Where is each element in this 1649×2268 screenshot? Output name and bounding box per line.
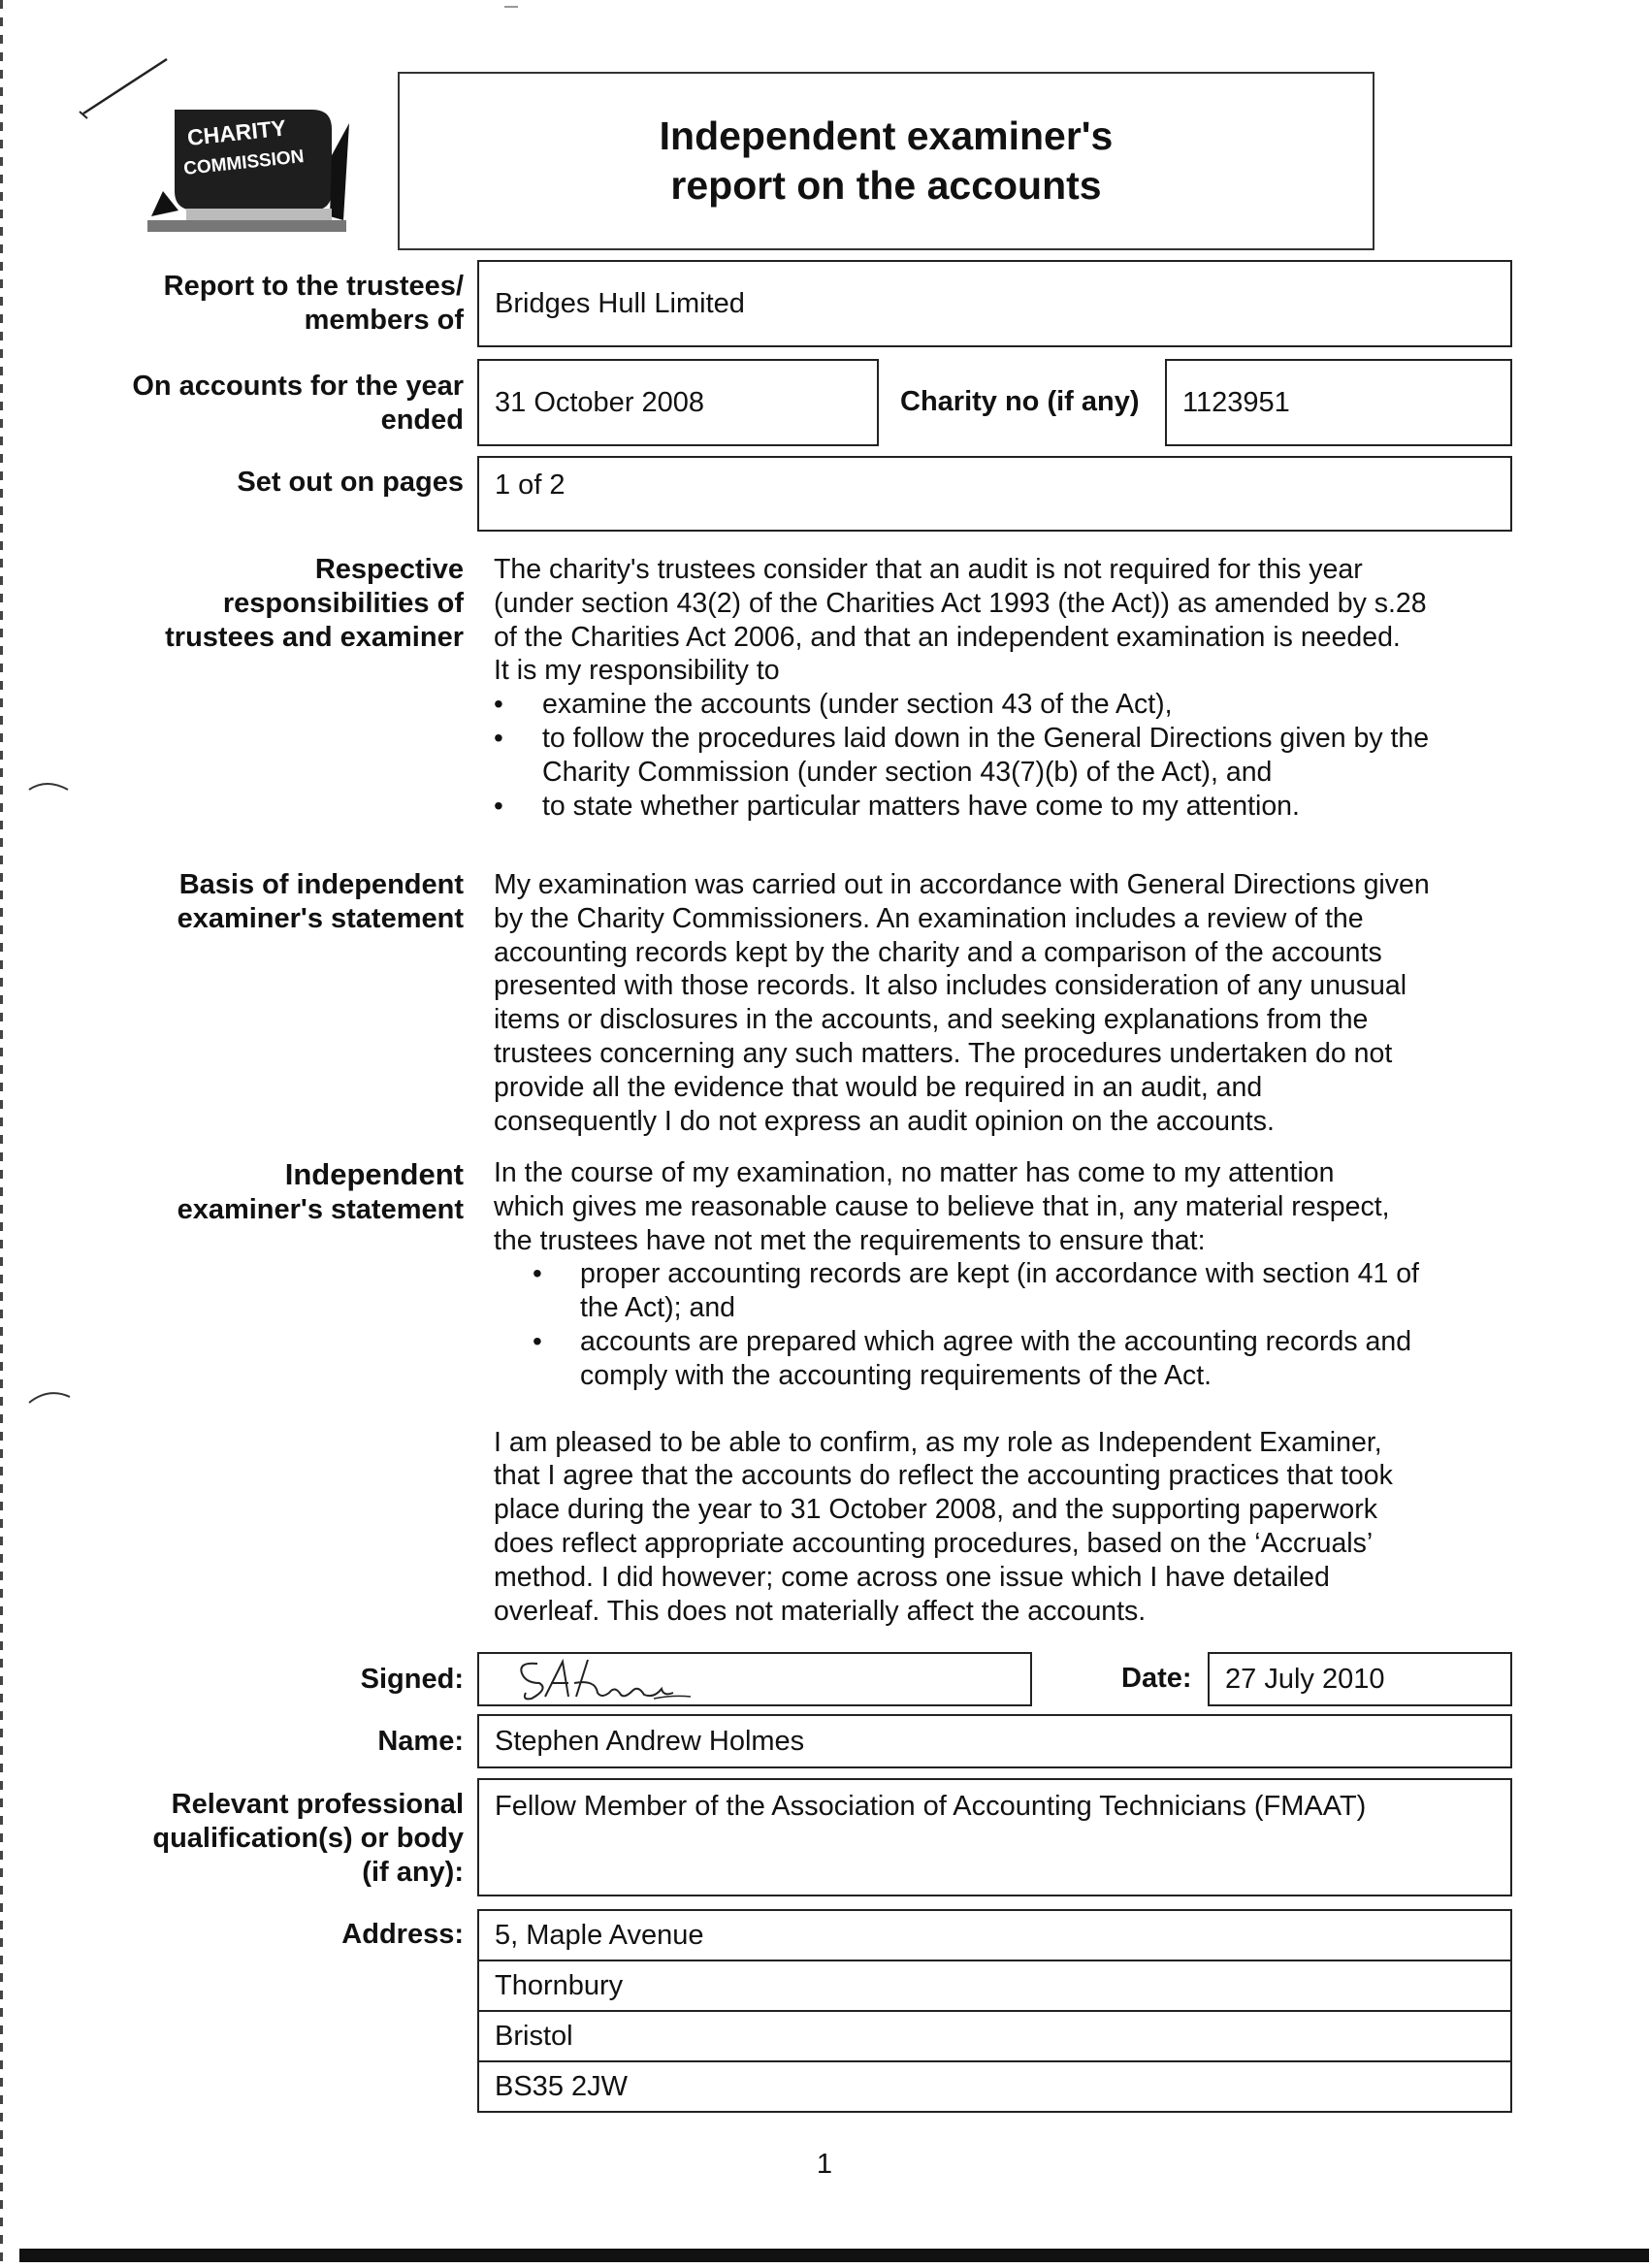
address-label: Address: bbox=[341, 1919, 464, 1950]
name-field: Stephen Andrew Holmes bbox=[477, 1714, 1512, 1768]
list-item: • to follow the procedures laid down in the General Directions given by the Charity Commission (under section 43(7)(b) of the Act), and bbox=[494, 722, 1430, 788]
pen-mark bbox=[27, 1385, 76, 1414]
signature-field bbox=[477, 1652, 1032, 1706]
charity-no-field: 1123951 bbox=[1165, 359, 1512, 446]
charity-no-label: Charity no (if any) bbox=[900, 386, 1140, 417]
responsibilities-bullet-list bbox=[494, 688, 1512, 823]
scan-edge-left bbox=[0, 0, 3, 2268]
year-ended-label: On accounts for the year ended bbox=[132, 371, 464, 436]
address-line-1: 5, Maple Avenue bbox=[477, 1909, 1512, 1961]
pen-mark bbox=[27, 776, 76, 805]
basis-label: Basis of independent examiner's statement bbox=[177, 869, 464, 934]
statement-bullet-list bbox=[494, 1257, 1512, 1392]
signed-label: Signed: bbox=[360, 1664, 464, 1695]
address-line-3: Bristol bbox=[477, 2010, 1512, 2062]
pages-label: Set out on pages bbox=[237, 467, 464, 498]
list-item: • proper accounting records are kept (in accordance with section 41 of the Act); and bbox=[533, 1258, 1419, 1324]
qualification-label: Relevant professional qualification(s) or body (if any): bbox=[152, 1789, 464, 1888]
date-label: Date: bbox=[1121, 1663, 1192, 1694]
address-line-4: BS35 2JW bbox=[477, 2060, 1512, 2113]
svg-text:COMMISSION: COMMISSION bbox=[182, 146, 306, 179]
report-to-field: Bridges Hull Limited bbox=[477, 260, 1512, 347]
year-ended-field: 31 October 2008 bbox=[477, 359, 879, 446]
statement-text: In the course of my examination, no matter has come to my attention which gives me reasonable cause to believe that in, any material respect, the trustees have not met the requirements to ensure that: • proper accounting records are kept (in accordance with section 41 of the Act); and • accounts are prepared which agree with the accounting records and comply with the accounting requirements of the Act. I am pleased to be able to confirm, as my role as Independent Examiner, that I agree that the accounts do reflect the accounting practices that took place during the year to 31 October 2008, and the supporting paperwork does reflect appropriate accounting procedures, based on the ‘Accruals’ method. I did however; come across one issue which I have detailed overleaf. This does not materially affect the accounts. bbox=[494, 1156, 1512, 1628]
address-line-2: Thornbury bbox=[477, 1960, 1512, 2012]
responsibilities-label: Respective responsibilities of trustees and examiner bbox=[165, 554, 464, 653]
name-label: Name: bbox=[377, 1726, 464, 1757]
report-title-line-2: report on the accounts bbox=[670, 163, 1102, 208]
responsibilities-text: The charity's trustees consider that an audit is not required for this year (under section 43(2) of the Charities Act 1993 (the Act)) as amended by s.28 of the Charities Act 2006, and that an independent examination is needed. It is my responsibility to • examine the accounts (under section 43 of the Act), • to follow the procedures laid down in the General Directions given by the Charity Commission (under section 43(7)(b) of the Act), and • to state whether particular matters have come to my attention. bbox=[494, 553, 1512, 823]
date-field: 27 July 2010 bbox=[1208, 1652, 1512, 1706]
basis-text: My examination was carried out in accordance with General Directions given by the Charity Commissioners. An examination includes a review of the accounting records kept by the charity and a comparison of the accounts presented with those records. It also includes consideration of any unusual items or disclosures in the accounts, and seeking explanations from the trustees concerning any such matters. The procedures undertaken do not provide all the evidence that would be required in an audit, and consequently I do not express an audit opinion on the accounts. bbox=[494, 869, 1430, 1137]
report-title-box bbox=[398, 72, 1374, 250]
svg-text:CHARITY: CHARITY bbox=[185, 114, 288, 150]
scan-mark bbox=[504, 6, 518, 8]
list-item: • examine the accounts (under section 43 of the Act), bbox=[494, 689, 1173, 721]
qualification-field: Fellow Member of the Association of Accounting Technicians (FMAAT) bbox=[477, 1778, 1512, 1896]
pages-field: 1 of 2 bbox=[477, 456, 1512, 532]
list-item: • accounts are prepared which agree with the accounting records and comply with the accounting requirements of the Act. bbox=[533, 1325, 1412, 1391]
scan-edge-bottom bbox=[19, 2249, 1649, 2262]
list-item: • to state whether particular matters have come to my attention. bbox=[494, 790, 1300, 822]
handwritten-signature bbox=[508, 1654, 702, 1704]
report-to-label: Report to the trustees/ members of bbox=[163, 271, 464, 336]
charity-commission-logo bbox=[138, 102, 356, 238]
statement-label: Independent examiner's statement bbox=[177, 1157, 464, 1225]
report-title-line-1: Independent examiner's bbox=[659, 113, 1114, 158]
page-number: 1 bbox=[816, 2149, 833, 2180]
